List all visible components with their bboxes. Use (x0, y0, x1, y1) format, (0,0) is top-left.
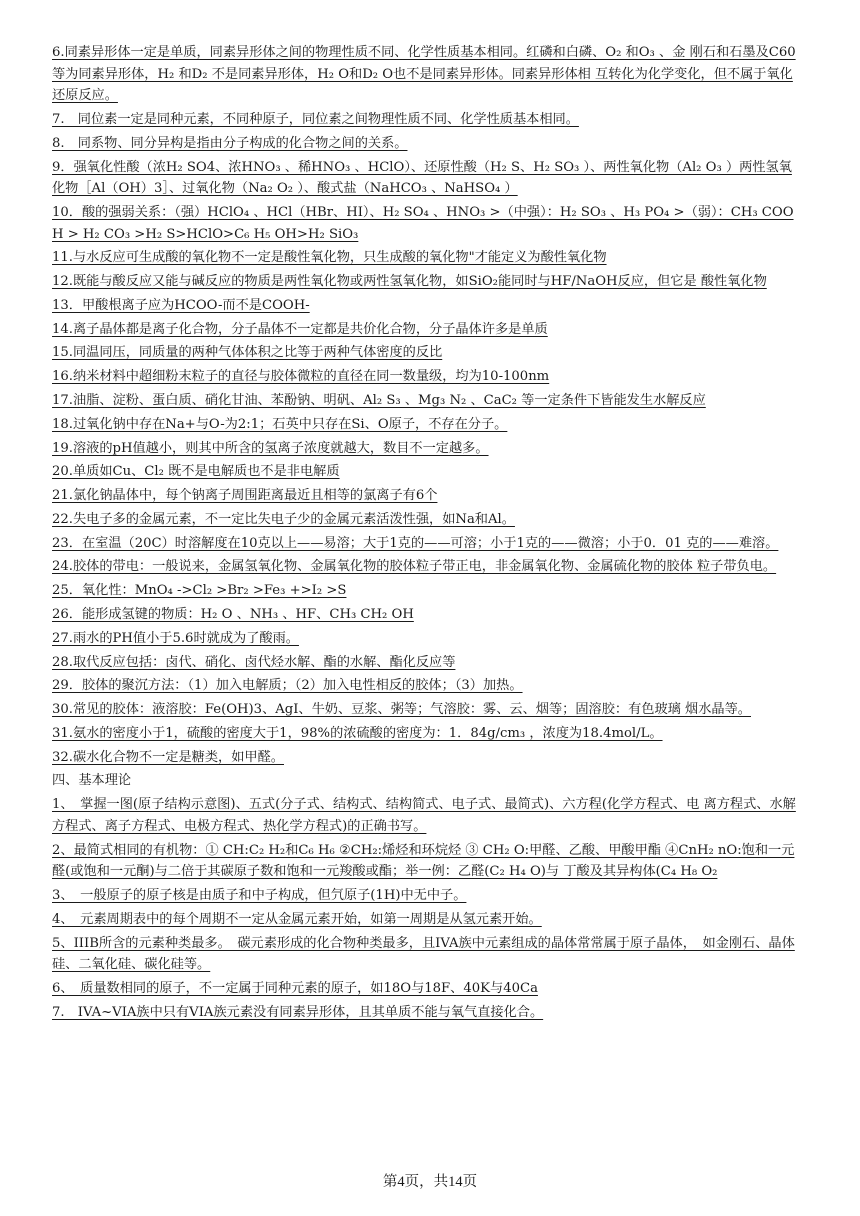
note-29: 29．胶体的聚沉方法：（1）加入电解质；（2）加入电性相反的胶体；（3）加热。 (52, 678, 523, 694)
note-32: 32.碳水化合物不一定是糖类，如甲醛。 (52, 749, 284, 765)
note-23: 23．在室温（20C）时溶解度在10克以上——易溶；大于1克的——可溶；小于1克的——微溶；小于0．01 克的——难溶。 (52, 535, 779, 551)
note-10: 10．酸的强弱关系：（强）HClO₄ 、HCl（HBr、HI）、H₂ SO₄ 、HNO₃ >（中强）：H₂ SO₃ 、H₃ PO₄ >（弱）：CH₃ COOH > H₂ CO₃ >H₂ S>HClO>C₆ H₅ OH>H₂ SiO₃ (52, 204, 794, 242)
note-25: 25．氧化性：MnO₄ ->Cl₂ >Br₂ >Fe₃ +>I₂ >S (52, 583, 347, 599)
note-13: 13．甲酸根离子应为HCOO-而不是COOH- (52, 297, 310, 313)
theory-1: 1、 掌握一图(原子结构示意图)、五式(分子式、结构式、结构简式、电子式、最简式)、六方程(化学方程式、电 离方程式、水解方程式、离子方程式、电极方程式、热化学方程式)的正确书写。 (52, 797, 796, 834)
note-8: 8. 同系物、同分异构是指由分子构成的化合物之间的关系。 (52, 135, 408, 151)
note-16: 16.纳米材料中超细粉末粒子的直径与胶体微粒的直径在同一数量级，均为10-100nm (52, 369, 550, 385)
note-9: 9．强氧化性酸（浓H₂ SO4、浓HNO₃ 、稀HNO₃ 、HClO）、还原性酸（H₂ S、H₂ SO₃ ）、两性氧化物（Al₂ O₃ ）两性氢氧化物［Al（OH）3］、过氧化物（Na₂ O₂ ）、酸式盐（NaHCO₃ 、NaHSO₄ ） (52, 159, 792, 197)
note-17: 17.油脂、淀粉、蛋白质、硝化甘油、苯酚钠、明矾、Al₂ S₃ 、Mg₃ N₂ 、CaC₂ 等一定条件下皆能发生水解反应 (52, 392, 706, 408)
note-21: 21.氯化钠晶体中，每个钠离子周围距离最近且相等的氯离子有6个 (52, 488, 438, 504)
note-30: 30.常见的胶体：液溶胶：Fe(OH)3、AgI、牛奶、豆浆、粥等；气溶胶：雾、云、烟等；固溶胶：有色玻璃 烟水晶等。 (52, 702, 751, 718)
note-12: 12.既能与酸反应又能与碱反应的物质是两性氧化物或两性氢氧化物，如SiO₂能同时与HF/NaOH反应，但它是 酸性氧化物 (52, 274, 767, 290)
section-heading: 四、基本理论 (52, 773, 132, 789)
note-20: 20.单质如Cu、Cl₂ 既不是电解质也不是非电解质 (52, 464, 340, 480)
note-27: 27.雨水的PH值小于5.6时就成为了酸雨。 (52, 630, 299, 646)
theory-5: 5、IIIB所含的元素种类最多。 碳元素形成的化合物种类最多，且IVA族中元素组成的晶体常常属于原子晶体， 如金刚石、晶体硅、二氧化硅、碳化硅等。 (52, 935, 795, 973)
page-number: 第4页，共14页 (382, 1174, 478, 1190)
note-15: 15.同温同压，同质量的两种气体体积之比等于两种气体密度的反比 (52, 345, 443, 361)
theory-3: 3、 一般原子的原子核是由质子和中子构成，但氕原子(1H)中无中子。 (52, 888, 467, 903)
theory-2: 2、最简式相同的有机物：① CH:C₂ H₂和C₆ H₆ ②CH₂:烯烃和环烷烃 ③ CH₂ O:甲醛、乙酸、甲酸甲酯 ④CnH₂ nO:饱和一元醛(或饱和一元酮)与二倍于其碳原子数和饱和一元羧酸或酯；举一例：乙醛(C₂ H₄ O)与 丁酸及其异构体(C₄ H₈ O₂ (52, 842, 795, 880)
note-28: 28.取代反应包括：卤代、硝化、卤代烃水解、酯的水解、酯化反应等 (52, 654, 456, 670)
theory-7: 7. IVA~VIA族中只有VIA族元素没有同素异形体，且其单质不能与氧气直接化合。 (52, 1004, 544, 1020)
note-14: 14.离子晶体都是离子化合物，分子晶体不一定都是共价化合物，分子晶体许多是单质 (52, 321, 548, 337)
note-6: 6.同素异形体一定是单质，同素异形体之间的物理性质不同、化学性质基本相同。红磷和白磷、O₂ 和O₃ 、金 刚石和石墨及C60等为同素异形体，H₂ 和D₂ 不是同素异形体，H₂ O和D₂ O也不是同素异形体。同素异形体相 互转化为化学变化，但不属于氧化还原反应。 (52, 45, 796, 104)
note-11: 11.与水反应可生成酸的氧化物不一定是酸性氧化物，只生成酸的氧化物"才能定义为酸性氧化物 (52, 250, 607, 266)
theory-6: 6、 质量数相同的原子，不一定属于同种元素的原子，如18O与18F、40K与40Ca (52, 980, 538, 996)
note-7: 7. 同位素一定是同种元素，不同种原子，同位素之间物理性质不同、化学性质基本相同。 (52, 111, 579, 127)
note-31: 31.氨水的密度小于1，硫酸的密度大于1，98%的浓硫酸的密度为：1．84g/cm₃ ，浓度为18.4mol/L。 (52, 725, 663, 741)
note-18: 18.过氧化钠中存在Na+与O-为2:1；石英中只存在Si、O原子，不存在分子。 (52, 416, 508, 432)
note-19: 19.溶液的pH值越小，则其中所含的氢离子浓度就越大，数目不一定越多。 (52, 440, 489, 456)
document-body (52, 42, 804, 1026)
note-24: 24.胶体的带电：一般说来，金属氢氧化物、金属氧化物的胶体粒子带正电，非金属氧化物、金属硫化物的胶体 粒子带负电。 (52, 559, 777, 575)
theory-4: 4、 元素周期表中的每个周期不一定从金属元素开始，如第一周期是从氢元素开始。 (52, 911, 542, 927)
note-22: 22.失电子多的金属元素，不一定比失电子少的金属元素活泼性强，如Na和Al。 (52, 511, 515, 527)
note-26: 26．能形成氢键的物质：H₂ O 、NH₃ 、HF、CH₃ CH₂ OH (52, 607, 414, 622)
